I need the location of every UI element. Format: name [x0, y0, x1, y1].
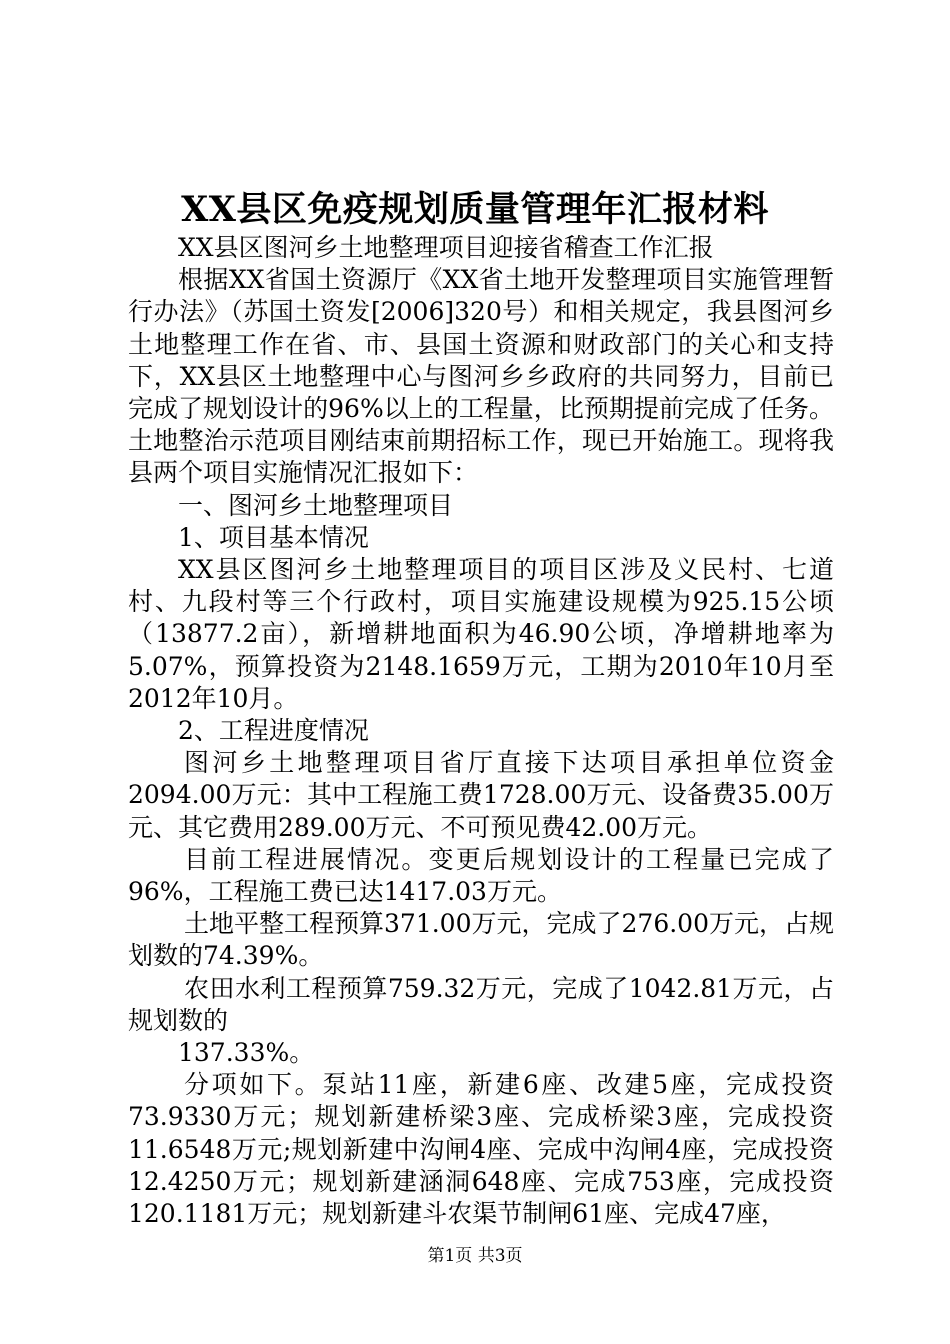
paragraph-current-progress: 目前工程进展情况。变更后规划设计的工程量已完成了96%，工程施工费已达1417.03万元。 [128, 844, 834, 907]
paragraph-itemized: 分项如下。泵站11座，新建6座、改建5座，完成投资73.9330万元；规划新建桥梁3座、完成桥梁3座，完成投资11.6548万元;规划新建中沟闸4座、完成中沟闸4座，完成投资12.4250万元；规划新建涵洞648座、完成753座，完成投资120.1181万元；规划新建斗农渠节制闸61座、完成47座， [128, 1070, 834, 1229]
paragraph-intro: 根据XX省国土资源厅《XX省土地开发整理项目实施管理暂行办法》（苏国土资发[2006]320号）和相关规定，我县图河乡土地整理工作在省、市、县国土资源和财政部门的关心和支持下，XX县区土地整理中心与图河乡乡政府的共同努力，目前已完成了规划设计的96%以上的工程量，比预期提前完成了任务。土地整治示范项目刚结束前期招标工作，现已开始施工。现将我县两个项目实施情况汇报如下： [128, 265, 834, 488]
paragraph-funding: 图河乡土地整理项目省厅直接下达项目承担单位资金2094.00万元：其中工程施工费1728.00万元、设备费35.00万元、其它费用289.00万元、不可预见费42.00万元。 [128, 748, 834, 842]
subsection-heading-basic-info: 1、项目基本情况 [178, 522, 369, 552]
document-title: XX县区免疫规划质量管理年汇报材料 [181, 189, 769, 230]
section-heading-1: 一、图河乡土地整理项目 [178, 490, 454, 520]
paragraph-irrigation: 农田水利工程预算759.32万元，完成了1042.81万元，占规划数的 [128, 973, 834, 1035]
paragraph-report-heading: XX县区图河乡土地整理项目迎接省稽查工作汇报 [178, 233, 714, 262]
page-footer: 第1页 共3页 [427, 1246, 523, 1266]
subsection-heading-progress: 2、工程进度情况 [178, 716, 369, 746]
paragraph-basic-info: XX县区图河乡土地整理项目的项目区涉及义民村、七道村、九段村等三个行政村，项目实施建设规模为925.15公顷（13877.2亩），新增耕地面积为46.90公顷，净增耕地率为5.07%，预算投资为2148.1659万元，工期为2010年10月至2012年10月。 [128, 555, 834, 713]
paragraph-land-leveling: 土地平整工程预算371.00万元，完成了276.00万元，占规划数的74.39%。 [128, 909, 834, 971]
document-body [128, 232, 834, 1230]
paragraph-irrigation-percent: 137.33%。 [178, 1038, 315, 1068]
